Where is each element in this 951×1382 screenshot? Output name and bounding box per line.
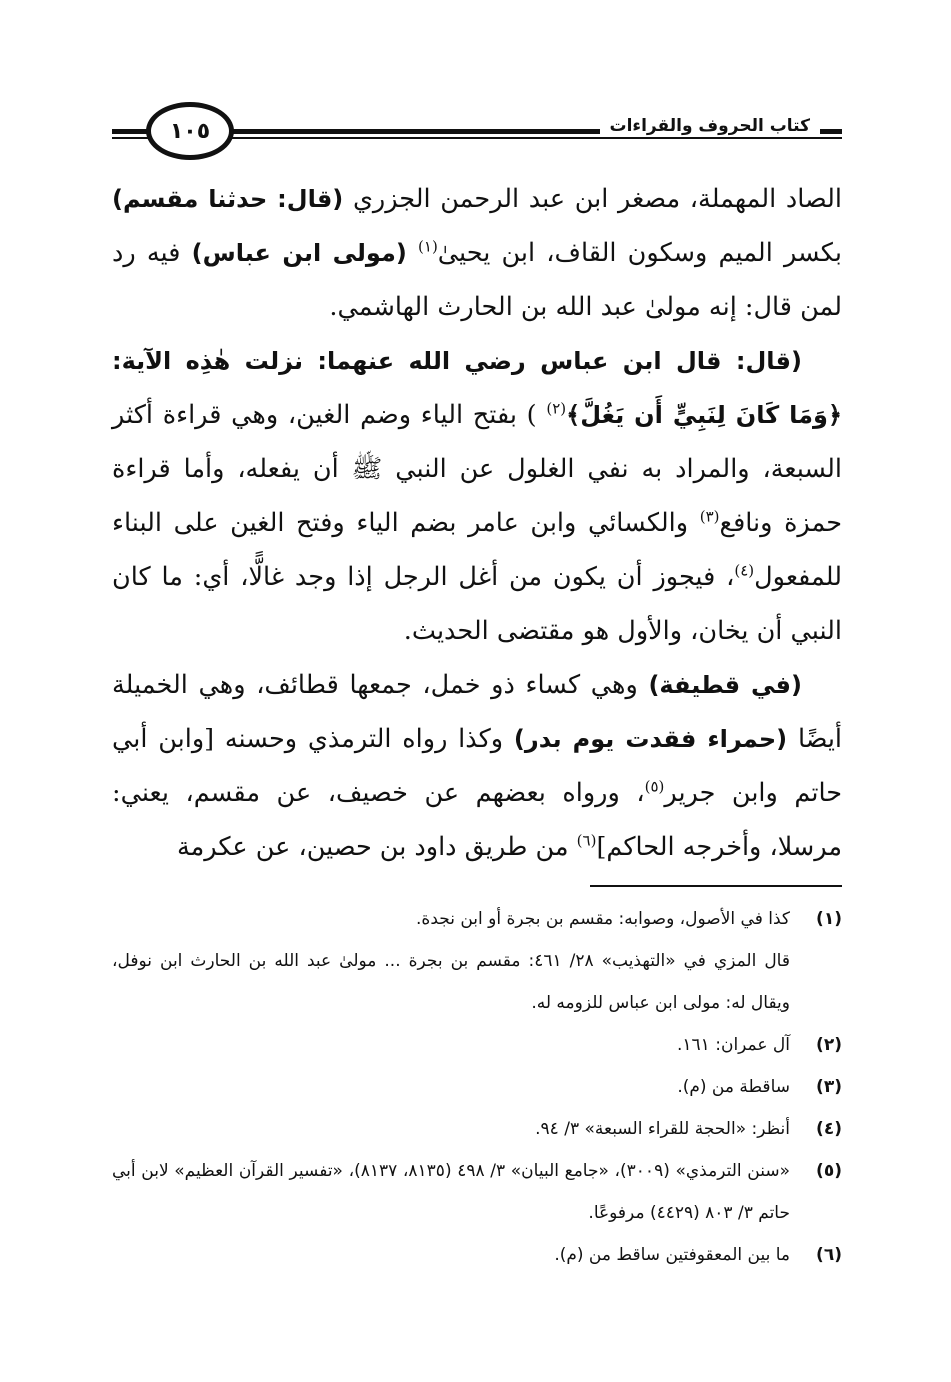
- bold-quote: (مولى ابن عباس): [191, 239, 407, 267]
- quran-verse: ﴿وَمَا كَانَ لِنَبِيٍّ أَن يَغُلَّ﴾: [566, 401, 843, 429]
- footnote-text: كذا في الأصول، وصوابه: مقسم بن بجرة أو ابن نجدة.: [416, 909, 790, 929]
- text: بكسر الميم وسكون القاف، ابن يحيىٰ: [437, 238, 842, 268]
- footnote-text: آل عمران: ١٦١.: [677, 1035, 790, 1055]
- paragraph-1: [112, 172, 842, 334]
- text: ) بفتح الياء وضم الغين، وهي قراءة أكثر السبعة، والمراد به نفي الغلول عن النبي ﷺ أن يفعله، وأما قراءة حمزة ونافع: [112, 400, 843, 538]
- footnotes: [112, 898, 842, 1276]
- footnote-separator: [590, 885, 842, 887]
- text: من طريق داود بن حصين، عن عكرمة: [176, 832, 569, 862]
- footnote-number: (١): [816, 909, 842, 929]
- footnote-ref-5: (٥): [644, 777, 665, 796]
- footnote-item: [112, 1108, 842, 1150]
- footnote-number: (٥): [816, 1161, 842, 1181]
- paragraph-3: [112, 658, 842, 874]
- bold-quote: (حمراء فقدت يوم بدر): [513, 725, 788, 753]
- footnote-item: [112, 898, 842, 940]
- text: ، ورواه بعضهم عن خصيف، عن مقسم، يعني: مرسلا، وأخرجه الحاكم]: [112, 778, 842, 862]
- footnote-item: [112, 1150, 842, 1234]
- page-number: ١٠٥: [146, 102, 234, 160]
- footnote-item: [112, 1234, 842, 1276]
- footnote-ref-3: (٣): [699, 507, 720, 526]
- footnote-number: (٤): [816, 1119, 842, 1139]
- footnote-number: (٣): [816, 1077, 842, 1097]
- footnote-text: قال المزي في «التهذيب» ٢٨/ ٤٦١: مقسم بن بجرة ... مولىٰ عبد الله بن الحارث ابن نوفل، ويقال له: مولى ابن عباس للزومه له.: [112, 951, 790, 1013]
- book-title: كتاب الحروف والقراءات: [600, 116, 821, 136]
- footnote-ref-1: (١): [418, 237, 438, 256]
- footnote-item: [112, 1066, 842, 1108]
- bold-quote: (في قطيفة): [648, 671, 802, 699]
- footnote-number: [790, 940, 842, 1024]
- main-text: [112, 172, 842, 874]
- footnote-ref-2: (٢): [546, 399, 567, 418]
- text: الصاد المهملة، مصغر ابن عبد الرحمن الجزري: [352, 184, 843, 214]
- footnote-item: [112, 1024, 842, 1066]
- footnote-ref-6: (٦): [576, 831, 597, 850]
- bold-quote: (قال: قال ابن عباس رضي الله عنهما: نزلت هٰذِه الآية:: [112, 347, 802, 375]
- page-header: [112, 102, 842, 162]
- text: وكذا رواه الترمذي وحسنه [وابن أبي حاتم وابن جرير: [112, 724, 842, 808]
- footnote-text: «سنن الترمذي» (٣٠٠٩)، «جامع البيان» ٣/ ٤٩٨ (٨١٣٥، ٨١٣٧)، «تفسير القرآن العظيم» لابن أبي حاتم ٣/ ٨٠٣ (٤٤٢٩) مرفوعًا.: [112, 1161, 790, 1223]
- bold-quote: (قال: حدثنا مقسم): [112, 185, 344, 213]
- footnote-text: ما بين المعقوفتين ساقط من (م).: [554, 1245, 790, 1265]
- footnote-ref-4: (٤): [734, 561, 755, 580]
- footnote-text: ساقطة من (م).: [677, 1077, 790, 1097]
- text: فيه رد لمن قال: إنه مولىٰ عبد الله بن الحارث الهاشمي.: [112, 238, 842, 322]
- footnote-number: (٦): [816, 1245, 842, 1265]
- text: وهي كساء ذو خمل، جمعها قطائف، وهي الخميلة أيضًا: [112, 670, 843, 754]
- footnote-number: (٢): [816, 1035, 842, 1055]
- paragraph-2: [112, 334, 842, 658]
- footnote-item: [112, 940, 842, 1024]
- footnote-text: أنظر: «الحجة للقراء السبعة» ٣/ ٩٤.: [535, 1119, 790, 1139]
- text: والكسائي وابن عامر بضم الياء وفتح الغين على البناء للمفعول: [112, 508, 842, 592]
- text: ، فيجوز أن يكون من أغل الرجل إذا وجد غالًّا، أي: ما كان النبي أن يخان، والأول هو مقتضى الحديث.: [112, 562, 842, 646]
